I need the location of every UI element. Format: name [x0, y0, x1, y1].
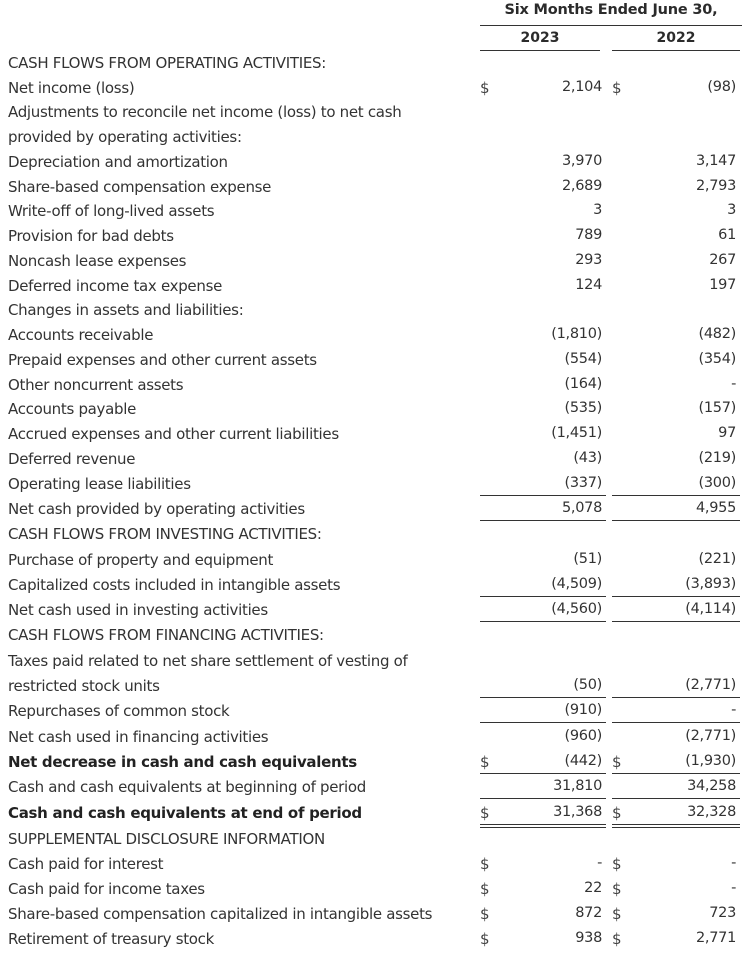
value-2022: (300): [698, 475, 736, 491]
row-label: SUPPLEMENTAL DISCLOSURE INFORMATION: [8, 830, 325, 848]
row-label: Accrued expenses and other current liabilities: [8, 425, 339, 443]
value-2023: (51): [573, 551, 602, 567]
total-rule: [612, 824, 740, 825]
row-label: Net cash used in financing activities: [8, 728, 269, 746]
value-2022: 34,258: [687, 778, 736, 794]
total-rule: [480, 596, 606, 597]
total-rule: [612, 495, 740, 496]
value-2023: (164): [564, 376, 602, 392]
value-2022: (2,771): [685, 728, 736, 744]
row-label: Depreciation and amortization: [8, 153, 228, 171]
value-2023: (4,560): [551, 601, 602, 617]
dollar-sign-2022: $: [612, 855, 622, 873]
statement-row: [0, 126, 745, 151]
total-rule: [480, 495, 606, 496]
row-label: CASH FLOWS FROM INVESTING ACTIVITIES:: [8, 525, 322, 543]
value-2023: (960): [564, 728, 602, 744]
row-label: Share-based compensation capitalized in intangible assets: [8, 905, 433, 923]
value-2022: 3,147: [695, 153, 736, 169]
value-2023: 789: [575, 227, 602, 243]
value-2022: 97: [718, 425, 736, 441]
total-rule: [480, 798, 606, 799]
dollar-sign-2023: $: [480, 880, 490, 898]
value-2023: (1,451): [551, 425, 602, 441]
value-2023: (910): [564, 702, 602, 718]
value-2023: (554): [564, 351, 602, 367]
value-2023: 2,104: [561, 79, 602, 95]
total-rule: [480, 824, 606, 825]
statement-row: [0, 349, 745, 374]
year-header-2023-underline: [480, 50, 600, 51]
row-label: Noncash lease expenses: [8, 252, 187, 270]
row-label: Adjustments to reconcile net income (loss) to net cash: [8, 103, 402, 121]
value-2022: (482): [698, 326, 736, 342]
value-2022: -: [731, 855, 736, 871]
value-2022: (2,771): [685, 677, 736, 693]
value-2023: (442): [564, 753, 602, 769]
statement-row: [0, 324, 745, 349]
total-rule: [612, 722, 740, 723]
row-label: Accounts receivable: [8, 326, 154, 344]
row-label: Other noncurrent assets: [8, 376, 184, 394]
row-label: Share-based compensation expense: [8, 178, 272, 196]
dollar-sign-2023: $: [480, 804, 490, 822]
statement-row: [0, 726, 745, 751]
total-rule: [612, 697, 740, 698]
row-label: Provision for bad debts: [8, 227, 174, 245]
row-label: Net cash used in investing activities: [8, 601, 268, 619]
value-2022: 3: [727, 202, 736, 218]
value-2023: 3,970: [561, 153, 602, 169]
value-2023: 872: [575, 905, 602, 921]
value-2022: (219): [698, 450, 736, 466]
statement-row: [0, 828, 745, 853]
statement-row: [0, 549, 745, 574]
value-2022: (1,930): [685, 753, 736, 769]
row-label: Deferred income tax expense: [8, 277, 223, 295]
value-2022: 197: [709, 277, 736, 293]
value-2023: (337): [564, 475, 602, 491]
value-2023: (1,810): [551, 326, 602, 342]
row-label: Taxes paid related to net share settlement of vesting of: [8, 652, 408, 670]
row-label: Repurchases of common stock: [8, 702, 230, 720]
dollar-sign-2023: $: [480, 855, 490, 873]
year-header-2022: 2022: [656, 30, 696, 46]
statement-row: [0, 903, 745, 928]
row-label: Deferred revenue: [8, 450, 136, 468]
dollar-sign-2022: $: [612, 753, 622, 771]
total-rule: [612, 520, 740, 521]
statement-row: [0, 101, 745, 126]
row-label: Cash and cash equivalents at beginning of period: [8, 778, 367, 796]
value-2023: (43): [573, 450, 602, 466]
statement-row: [0, 374, 745, 399]
value-2022: (4,114): [685, 601, 736, 617]
statement-row: [0, 928, 745, 953]
period-header: Six Months Ended June 30,: [504, 2, 718, 18]
value-2022: -: [731, 702, 736, 718]
statement-row: [0, 225, 745, 250]
row-label: Purchase of property and equipment: [8, 551, 274, 569]
value-2022: 61: [718, 227, 736, 243]
statement-row: [0, 77, 745, 102]
row-label: Cash paid for interest: [8, 855, 164, 873]
dollar-sign-2022: $: [612, 880, 622, 898]
total-rule: [612, 596, 740, 597]
dollar-sign-2023: $: [480, 753, 490, 771]
value-2023: (535): [564, 400, 602, 416]
row-label: Operating lease liabilities: [8, 475, 191, 493]
value-2022: 2,793: [695, 178, 736, 194]
statement-row: [0, 52, 745, 77]
value-2022: (354): [698, 351, 736, 367]
value-2023: 938: [575, 930, 602, 946]
value-2022: (98): [707, 79, 736, 95]
row-label: Cash paid for income taxes: [8, 880, 205, 898]
total-rule: [480, 697, 606, 698]
value-2022: 267: [709, 252, 736, 268]
value-2023: 2,689: [561, 178, 602, 194]
value-2023: 293: [575, 252, 602, 268]
row-label: Write-off of long-lived assets: [8, 202, 215, 220]
period-header-underline: [480, 25, 742, 26]
statement-row: [0, 275, 745, 300]
year-header-2022-underline: [612, 50, 740, 51]
value-2023: 124: [575, 277, 602, 293]
dollar-sign-2023: $: [480, 79, 490, 97]
row-label: Accounts payable: [8, 400, 137, 418]
dollar-sign-2023: $: [480, 930, 490, 948]
statement-row: [0, 878, 745, 903]
dollar-sign-2022: $: [612, 930, 622, 948]
value-2022: 32,328: [687, 804, 736, 820]
value-2022: (157): [698, 400, 736, 416]
statement-row: [0, 200, 745, 225]
statement-row: [0, 299, 745, 324]
statement-row: [0, 650, 745, 675]
total-rule: [480, 827, 606, 828]
year-header-2023: 2023: [520, 30, 560, 46]
value-2023: (4,509): [551, 576, 602, 592]
statement-row: [0, 176, 745, 201]
value-2023: 31,810: [553, 778, 602, 794]
row-label: CASH FLOWS FROM FINANCING ACTIVITIES:: [8, 626, 324, 644]
statement-row: [0, 624, 745, 649]
row-label: Net cash provided by operating activities: [8, 500, 305, 518]
row-label: Net income (loss): [8, 79, 135, 97]
value-2022: -: [731, 880, 736, 896]
statement-row: [0, 523, 745, 548]
dollar-sign-2022: $: [612, 79, 622, 97]
total-rule: [480, 722, 606, 723]
row-label: provided by operating activities:: [8, 128, 242, 146]
statement-row: [0, 423, 745, 448]
row-label: Changes in assets and liabilities:: [8, 301, 244, 319]
total-rule: [480, 621, 606, 622]
dollar-sign-2022: $: [612, 804, 622, 822]
value-2023: (50): [573, 677, 602, 693]
value-2022: 2,771: [695, 930, 736, 946]
statement-row: [0, 250, 745, 275]
value-2022: 723: [709, 905, 736, 921]
row-label: restricted stock units: [8, 677, 160, 695]
statement-row: [0, 151, 745, 176]
value-2023: 22: [584, 880, 602, 896]
dollar-sign-2023: $: [480, 905, 490, 923]
row-label: Prepaid expenses and other current assets: [8, 351, 317, 369]
row-label: Retirement of treasury stock: [8, 930, 214, 948]
total-rule: [612, 798, 740, 799]
total-rule: [612, 827, 740, 828]
value-2022: 4,955: [695, 500, 736, 516]
total-rule: [480, 773, 606, 774]
total-rule: [612, 773, 740, 774]
row-label: Net decrease in cash and cash equivalents: [8, 753, 357, 771]
value-2023: 5,078: [561, 500, 602, 516]
total-rule: [480, 520, 606, 521]
value-2022: (221): [698, 551, 736, 567]
statement-row: [0, 853, 745, 878]
value-2022: -: [731, 376, 736, 392]
row-label: Cash and cash equivalents at end of period: [8, 804, 362, 822]
statement-row: [0, 448, 745, 473]
row-label: Capitalized costs included in intangible assets: [8, 576, 341, 594]
statement-row: [0, 398, 745, 423]
value-2023: 3: [593, 202, 602, 218]
row-label: CASH FLOWS FROM OPERATING ACTIVITIES:: [8, 54, 326, 72]
total-rule: [612, 621, 740, 622]
value-2023: 31,368: [553, 804, 602, 820]
value-2022: (3,893): [685, 576, 736, 592]
value-2023: -: [597, 855, 602, 871]
dollar-sign-2022: $: [612, 905, 622, 923]
